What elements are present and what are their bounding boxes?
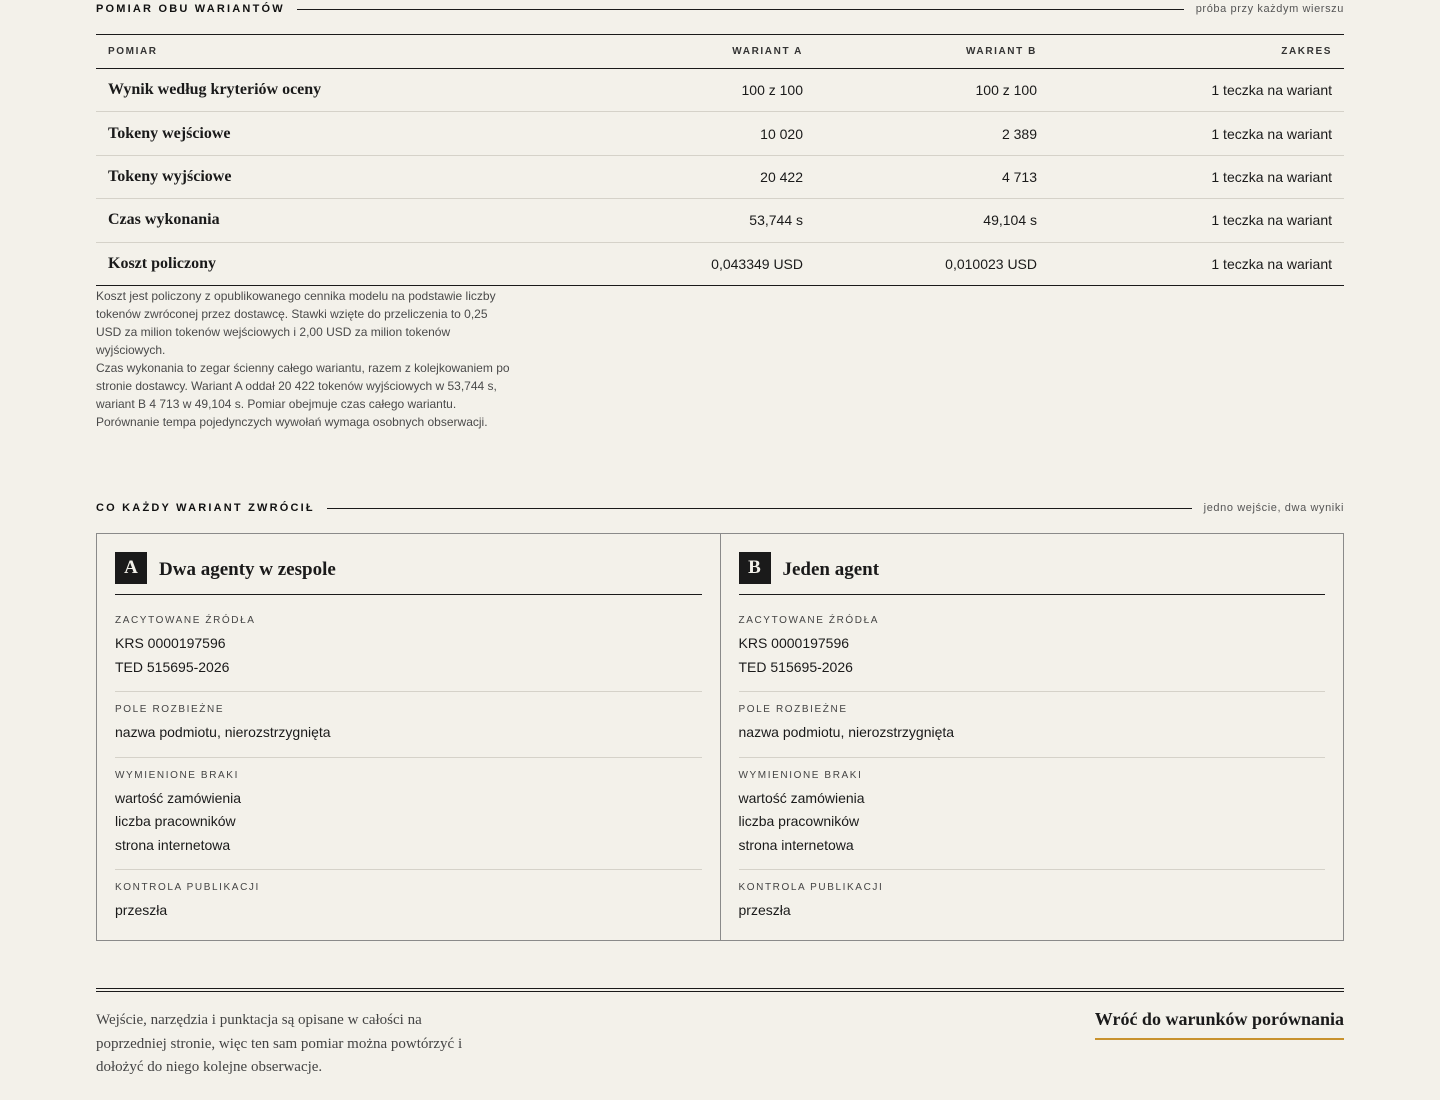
variant-a-value: 20 422 <box>496 155 815 198</box>
field-divergent <box>739 692 1326 758</box>
variant-card-b <box>720 534 1344 940</box>
page-footer <box>96 988 1344 1080</box>
measurement-note: próba przy każdym wierszu <box>1195 3 1344 15</box>
field-divergent <box>115 692 702 758</box>
variant-badge: A <box>115 552 147 584</box>
table-row <box>96 112 1344 155</box>
table-row <box>96 242 1344 285</box>
divergent-item: nazwa podmiotu, nierozstrzygnięta <box>115 724 331 740</box>
table-row <box>96 155 1344 198</box>
measurement-header <box>96 0 1344 18</box>
source-item: TED 515695-2026 <box>115 658 230 675</box>
field-publication <box>115 870 702 935</box>
field-label: ZACYTOWANE ŹRÓDŁA <box>115 615 256 626</box>
header-rule <box>327 508 1192 509</box>
divergent-item: nazwa podmiotu, nierozstrzygnięta <box>738 724 955 740</box>
scope-value: 1 teczka na wariant <box>1049 69 1344 112</box>
field-label: POLE ROZBIEŻNE <box>738 704 848 715</box>
metric-name: Tokeny wyjściowe <box>96 155 496 198</box>
column-header-scope: ZAKRES <box>1049 35 1344 69</box>
publication-item: przeszła <box>738 902 791 918</box>
field-label: ZACYTOWANE ŹRÓDŁA <box>738 615 880 626</box>
variant-cards <box>96 533 1344 941</box>
returned-note: jedno wejście, dwa wyniki <box>1203 502 1344 514</box>
variant-a-value: 53,744 s <box>496 199 815 242</box>
gap-item: wartość zamówienia <box>738 789 865 806</box>
gap-item: strona internetowa <box>115 836 231 853</box>
table-row <box>96 199 1344 242</box>
metric-name: Tokeny wejściowe <box>96 112 496 155</box>
column-header-metric: POMIAR <box>96 35 496 69</box>
returned-title: CO KAŻDY WARIANT ZWRÓCIŁ <box>96 502 315 514</box>
variant-a-value: 100 z 100 <box>496 69 815 112</box>
card-header <box>739 552 1326 595</box>
returned-header <box>96 499 1344 517</box>
back-to-conditions-link[interactable]: Wróć do warunków porównania <box>1095 1009 1344 1040</box>
field-publication <box>739 870 1326 935</box>
field-label: KONTROLA PUBLIKACJI <box>115 882 260 893</box>
header-rule <box>297 9 1184 10</box>
gap-item: strona internetowa <box>738 836 854 853</box>
gap-item: liczba pracowników <box>115 813 236 829</box>
variant-b-value: 100 z 100 <box>815 69 1049 112</box>
table-header-row <box>96 35 1344 69</box>
footer-text: Wejście, narzędzia i punktacja są opisane w całości na poprzedniej stronie, więc ten sam pomiar można powtórzyć i dołożyć do niego kolejne obserwacje. <box>96 1012 463 1075</box>
metric-name: Koszt policzony <box>96 242 496 285</box>
footer-row <box>96 1009 1344 1080</box>
field-gaps <box>115 758 702 871</box>
variant-b-value: 0,010023 USD <box>815 242 1049 285</box>
measurement-title: POMIAR OBU WARIANTÓW <box>96 3 285 15</box>
measurement-section <box>96 0 1344 431</box>
field-sources <box>739 595 1326 692</box>
variant-card-a <box>97 534 720 940</box>
returned-section <box>96 499 1344 941</box>
scope-value: 1 teczka na wariant <box>1049 199 1344 242</box>
cost-footnote: Koszt jest policzony z opublikowanego cennika modelu na podstawie liczby tokenów zwróconej przez dostawcę. Stawki wzięte do przeliczenia to 0,25 USD za milion tokenów wejściowych i 2,00 USD za milion tokenów wyjściowych. <box>96 288 496 357</box>
field-label: WYMIENIONE BRAKI <box>115 769 239 781</box>
source-item: KRS 0000197596 <box>115 635 226 651</box>
publication-item: przeszła <box>115 902 168 918</box>
scope-value: 1 teczka na wariant <box>1049 112 1344 155</box>
metric-name: Wynik według kryteriów oceny <box>96 69 496 112</box>
variant-title: Jeden agent <box>782 559 880 580</box>
variant-a-value: 10 020 <box>496 112 815 155</box>
field-sources <box>115 595 702 692</box>
gap-item: wartość zamówienia <box>115 789 242 806</box>
card-header <box>115 552 702 595</box>
variant-b-value: 4 713 <box>815 155 1049 198</box>
variant-b-value: 49,104 s <box>815 199 1049 242</box>
field-label: WYMIENIONE BRAKI <box>738 769 863 781</box>
scope-value: 1 teczka na wariant <box>1049 155 1344 198</box>
variant-badge: B <box>739 552 771 584</box>
field-label: POLE ROZBIEŻNE <box>115 704 225 715</box>
field-label: KONTROLA PUBLIKACJI <box>738 882 884 893</box>
column-header-variant-b: WARIANT B <box>815 35 1049 69</box>
source-item: TED 515695-2026 <box>738 658 853 675</box>
variant-b-value: 2 389 <box>815 112 1049 155</box>
footer-rule <box>96 988 1344 992</box>
time-footnote: Czas wykonania to zegar ścienny całego wariantu, razem z kolejkowaniem po stronie dostawcy. Wariant A oddał 20 422 tokenów wyjściowych w 53,744 s, wariant B 4 713 w 49,104 s. Pomiar obejmuje czas całego wariantu. Porównanie tempa pojedynczych wywołań wymaga osobnych obserwacji. <box>96 360 510 429</box>
variant-a-value: 0,043349 USD <box>496 242 815 285</box>
metric-name: Czas wykonania <box>96 199 496 242</box>
gap-item: liczba pracowników <box>738 813 860 829</box>
metrics-table <box>96 34 1344 286</box>
table-row <box>96 69 1344 112</box>
variant-title: Dwa agenty w zespole <box>159 559 336 580</box>
field-gaps <box>739 758 1326 871</box>
source-item: KRS 0000197596 <box>738 635 850 651</box>
scope-value: 1 teczka na wariant <box>1049 242 1344 285</box>
column-header-variant-a: WARIANT A <box>496 35 815 69</box>
